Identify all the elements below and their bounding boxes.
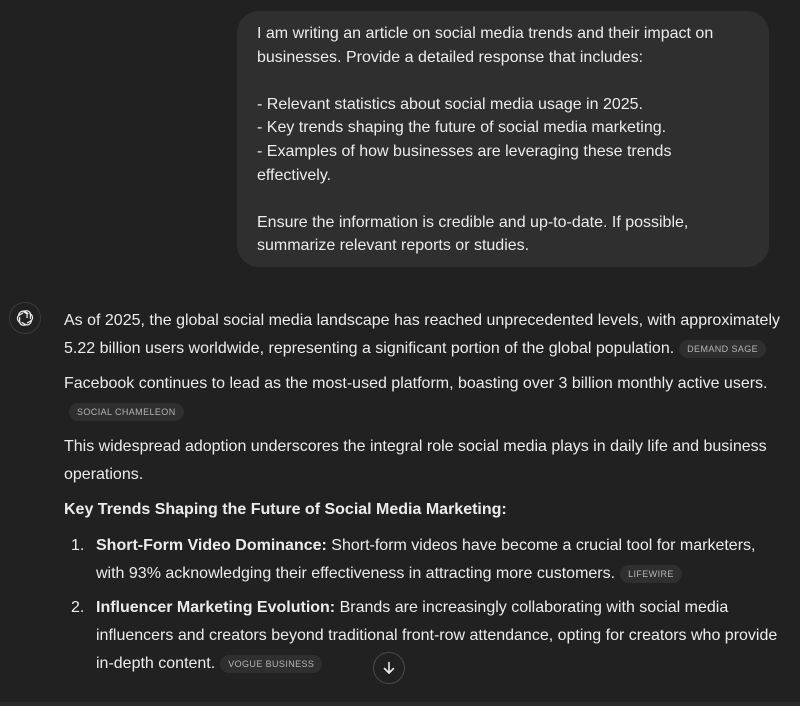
list-item-number: 2. xyxy=(71,599,85,616)
user-message-line: effectively. xyxy=(257,166,332,184)
user-message-line: - Key trends shaping the future of social media marketing. xyxy=(257,119,667,137)
list-item-number: 1. xyxy=(71,537,85,554)
user-message-line: I am writing an article on social media trends and their impact on xyxy=(257,25,714,42)
citation-badge[interactable]: VOGUE BUSINESS xyxy=(220,655,322,673)
list-item-title: Influencer Marketing Evolution: xyxy=(96,599,336,616)
assistant-paragraph-text: As of 2025, the global social media landscape has reached unprecedented levels, with approximately 5.22 billion users worldwide, representing a significant portion of the global population. xyxy=(64,312,780,357)
user-message-bubble xyxy=(237,11,769,267)
user-message-line: summarize relevant reports or studies. xyxy=(257,237,530,255)
list-item-title: Short-Form Video Dominance: xyxy=(96,537,327,554)
composer-edge xyxy=(0,702,800,706)
scroll-to-bottom-button[interactable] xyxy=(373,652,405,684)
list-item-text: Brands are increasingly collaborating with social media influencers and creators beyond traditional front-row attendance, opting for creators who provide in-depth content. xyxy=(96,599,778,672)
citation-badge[interactable]: DEMAND SAGE xyxy=(679,340,766,358)
list-item xyxy=(64,594,780,678)
user-message-line: - Examples of how businesses are leveraging these trends xyxy=(257,142,672,160)
assistant-paragraph-text: Facebook continues to lead as the most-used platform, boasting over 3 billion monthly active users. xyxy=(64,375,768,392)
arrow-down-icon xyxy=(381,660,397,676)
citation-badge[interactable]: SOCIAL CHAMELEON xyxy=(69,403,184,421)
assistant-paragraph xyxy=(64,370,780,426)
user-message-line: Ensure the information is credible and up-to-date. If possible, xyxy=(257,213,689,231)
list-item-text: Short-form videos have become a crucial tool for marketers, with 93% acknowledging their effectiveness in attracting more customers. xyxy=(96,537,756,582)
trends-list xyxy=(64,532,780,678)
user-message-line: businesses. Provide a detailed response that includes: xyxy=(257,48,644,66)
assistant-message xyxy=(64,307,780,684)
citation-badge[interactable]: LIFEWIRE xyxy=(620,565,682,583)
section-heading: Key Trends Shaping the Future of Social Media Marketing: xyxy=(64,501,507,518)
assistant-paragraph xyxy=(64,433,780,489)
openai-logo-icon xyxy=(15,308,35,328)
assistant-paragraph-text: This widespread adoption underscores the integral role social media plays in daily life and business operations. xyxy=(64,438,767,483)
user-message-line: - Relevant statistics about social media usage in 2025. xyxy=(257,95,643,113)
assistant-paragraph xyxy=(64,307,780,363)
list-item xyxy=(64,532,780,588)
assistant-avatar xyxy=(9,302,41,334)
